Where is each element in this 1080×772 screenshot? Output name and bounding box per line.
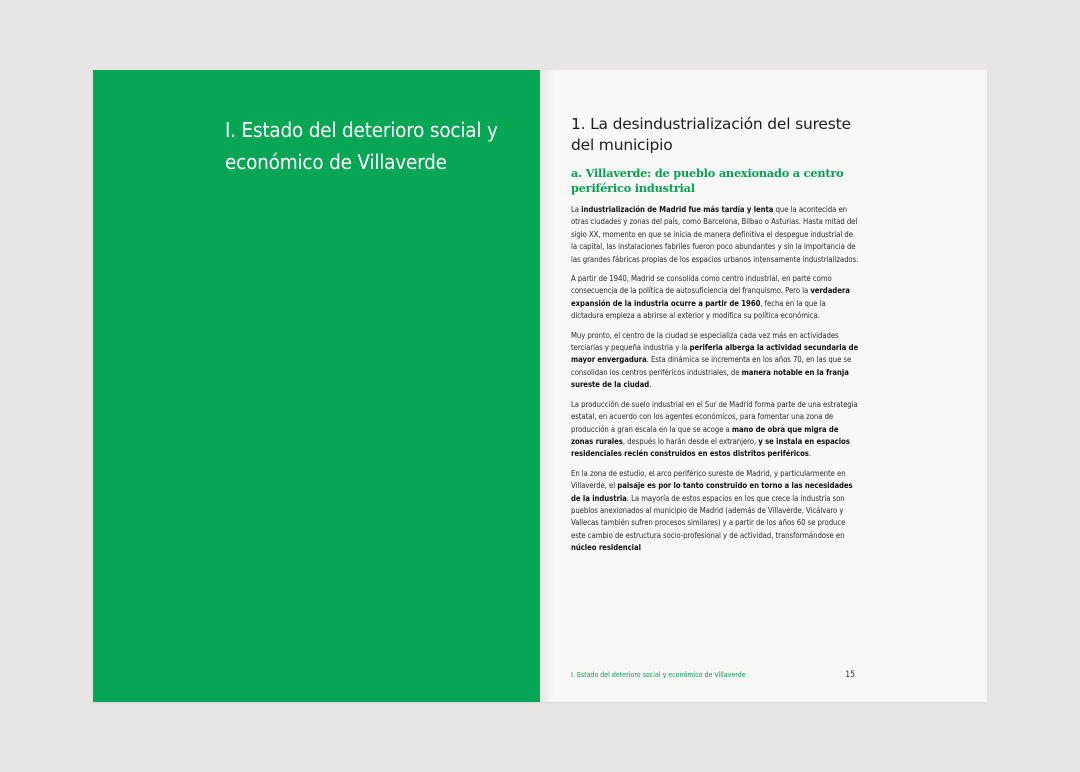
section-title: 1. La desindustrialización del sureste del municipio [571, 115, 851, 154]
bold-text: verdadera expansión de la industria ocurre a partir de 1960 [571, 286, 850, 308]
body-paragraph [571, 204, 859, 266]
body-paragraph [571, 399, 859, 461]
body-paragraph [571, 330, 859, 392]
page-content [571, 114, 859, 562]
text-run: . [649, 380, 652, 390]
text-run: . Esta dinámica se incrementa en los años 70, en las que se consolidan los centros periféricos industriales, de [571, 355, 852, 377]
body-paragraph [571, 273, 859, 323]
text-run: Muy pronto, el centro de la ciudad se especializa cada vez más en actividades terciarias y pequeña industria y la [571, 330, 839, 353]
bold-text: mano de obra que migra de zonas rurales [571, 424, 839, 446]
bold-text: paisaje es por lo tanto construido en torno a las necesidades de la industria [571, 481, 853, 503]
bold-text: núcleo residencial [571, 543, 641, 553]
subsection-title: a. Villaverde: de pueblo anexionado a centro periférico industrial [571, 166, 844, 195]
text-run: . [808, 449, 812, 459]
text-run: . La mayoría de estos espacios en los que crece la industria son pueblos anexionados al municipio de Madrid (además de Villaverde, Vicálvaro y Vallecas también sufren procesos similares) y a partir de los años 60 se produce este cambio de estructura socio-profesional y de actividad, transformándose en [571, 493, 846, 540]
bold-text: industrialización de Madrid fue más tardía y lenta [581, 205, 774, 214]
book-spread [93, 70, 987, 702]
bold-text: y se instala en espacios residenciales recién construidos en estos distritos periféricos [571, 436, 850, 459]
bold-text: manera notable en la franja sureste de la ciudad [571, 367, 849, 390]
text-run: , después lo harán desde el extranjero, [622, 436, 759, 446]
left-page [93, 70, 540, 702]
text-run: , fecha en la que la dictadura empieza a abrirse al exterior y modifica su política económica. [571, 298, 826, 321]
text-run: A partir de 1940, Madrid se consolida como centro industrial, en parte como consecuencia de la política de autosuficiencia del franquismo. Pero la [571, 274, 832, 296]
chapter-title: I. Estado del deterioro social y económico de Villaverde [225, 118, 498, 174]
running-footer: I. Estado del deterioro social y económico de Villaverde [571, 671, 746, 679]
page-number: 15 [845, 670, 855, 680]
text-run: La producción de suelo industrial en el Sur de Madrid forma parte de una estrategia estatal, en acuerdo con los agentes económicos, para fomentar una zona de producción a gran escala en la que se acoge a [571, 399, 858, 434]
text-run: En la zona de estudio, el arco periférico sureste de Madrid, y particularmente en Villaverde, el [571, 468, 846, 491]
right-page [540, 70, 987, 702]
text-run: que la acontecida en otras ciudades y zonas del país, como Barcelona, Bilbao o Asturias. Hasta mitad del siglo XX, momento en que se inicia de manera definitiva el despegue industrial de la capital, las instalaciones fabriles fueron poco abundantes y sin la importancia de las grandes fábricas propias de los espacios urbanos intensamente industrializados. [571, 205, 859, 264]
text-run: La [571, 205, 582, 214]
body-paragraph [571, 468, 859, 555]
bold-text: periferia alberga la actividad secundaria de mayor envergadura [571, 343, 859, 365]
book-spine-shadow [540, 70, 554, 702]
body-text [571, 204, 859, 555]
